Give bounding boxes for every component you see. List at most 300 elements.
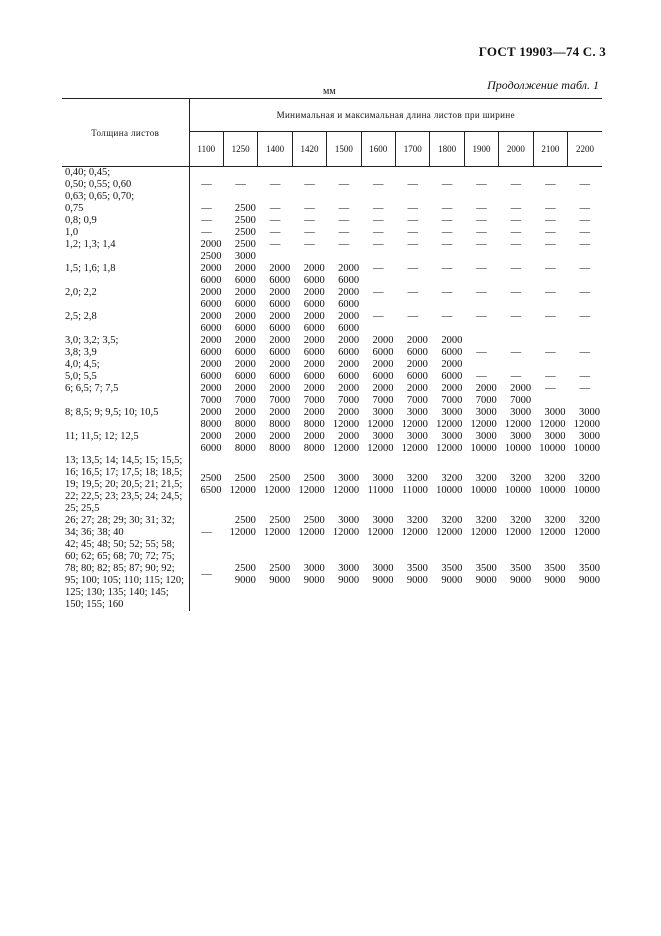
thickness-cell (62, 263, 189, 287)
length-cell (499, 515, 533, 539)
length-value: 2000 (372, 359, 394, 370)
length-value: 2000 (200, 383, 222, 394)
thickness-cell (62, 515, 189, 539)
length-value: 7000 (303, 395, 325, 406)
dash-value: — (545, 371, 556, 382)
thickness-line: 3,0; 3,2; 3,5; (65, 335, 119, 346)
thickness-cell (62, 455, 189, 515)
length-cell (430, 515, 464, 539)
length-cell (189, 431, 223, 455)
length-value: 2000 (406, 383, 428, 394)
length-value: 2000 (441, 383, 463, 394)
length-cell (499, 431, 533, 455)
unit-label: мм (323, 86, 336, 97)
empty-cell (361, 239, 395, 263)
length-value: 3000 (579, 407, 600, 418)
length-cell (223, 515, 257, 539)
thickness-line: 150; 155; 160 (65, 599, 124, 610)
length-value: 9000 (510, 575, 532, 586)
length-value: 2000 (234, 359, 256, 370)
dash-value: — (545, 179, 556, 190)
length-value: 3200 (406, 473, 428, 484)
length-value: 6000 (338, 347, 360, 358)
length-value: 2500 (234, 515, 256, 526)
dash-value: — (441, 287, 453, 298)
length-value: 6000 (234, 299, 256, 310)
empty-cell (430, 263, 464, 287)
empty-cell (189, 227, 223, 239)
length-cell (223, 215, 257, 227)
thickness-line: 11; 11,5; 12; 12,5 (65, 431, 139, 442)
length-value: 12000 (298, 485, 325, 496)
width-header-cell: 1100 (189, 132, 223, 167)
thickness-line: 78; 80; 82; 85; 87; 90; 92; (65, 563, 175, 574)
dash-value: — (373, 203, 384, 214)
length-value: 6000 (303, 323, 325, 334)
length-cell (464, 407, 498, 431)
length-value: 3000 (372, 431, 394, 442)
dash-value: — (510, 227, 522, 238)
dash-value: — (373, 263, 384, 274)
length-value: 3500 (544, 563, 566, 574)
length-cell (258, 263, 292, 287)
length-value: 12000 (504, 419, 532, 430)
dash-value: — (441, 311, 453, 322)
empty-cell (327, 215, 361, 227)
dash-value: — (269, 227, 281, 238)
empty-cell (499, 335, 533, 359)
width-header-cell: 1420 (292, 132, 326, 167)
length-cell (292, 407, 326, 431)
thickness-cell (62, 383, 189, 407)
length-value: 6000 (200, 371, 222, 382)
length-value: 3200 (510, 515, 532, 526)
length-cell (396, 383, 430, 407)
length-cell (533, 407, 567, 431)
thickness-line: 26; 27; 28; 29; 30; 31; 32; (65, 515, 175, 526)
length-value: 2000 (269, 407, 291, 418)
thickness-line: 0,40; 0,45; (65, 167, 111, 178)
length-value: 12000 (470, 419, 497, 430)
length-cell (499, 539, 533, 611)
table-row (62, 335, 602, 359)
length-value: 2000 (303, 359, 325, 370)
length-value: 3000 (338, 515, 360, 526)
thickness-cell (62, 227, 189, 239)
length-value: 8000 (303, 419, 325, 430)
length-value: 2000 (234, 311, 256, 322)
empty-cell (189, 191, 223, 215)
empty-cell (499, 227, 533, 239)
length-value: 3000 (372, 563, 394, 574)
length-value: 2500 (200, 473, 222, 484)
table-row (62, 359, 602, 383)
length-cell (292, 455, 326, 515)
length-cell (430, 539, 464, 611)
thickness-column-header: Толщина листов (62, 99, 189, 167)
length-value: 3000 (338, 563, 360, 574)
length-value: 12000 (504, 527, 532, 538)
length-cell (396, 407, 430, 431)
length-cell (430, 431, 464, 455)
table-row (62, 407, 602, 431)
dash-value: — (579, 347, 591, 358)
length-cell (533, 539, 567, 611)
length-value: 10000 (573, 485, 600, 496)
length-value: 2000 (234, 263, 256, 274)
dash-value: — (545, 263, 556, 274)
empty-cell (464, 227, 498, 239)
length-value: 7000 (338, 395, 360, 406)
table-row (62, 215, 602, 227)
length-value: 3200 (579, 515, 600, 526)
dash-value: — (338, 203, 350, 214)
length-value: 3500 (406, 563, 428, 574)
empty-cell (396, 263, 430, 287)
length-cell (292, 539, 326, 611)
dash-value: — (545, 215, 556, 226)
length-cell (189, 287, 223, 311)
empty-cell (189, 215, 223, 227)
empty-cell (327, 227, 361, 239)
thickness-line: 0,50; 0,55; 0,60 (65, 179, 132, 190)
length-value: 2500 (234, 239, 256, 250)
length-value: 2000 (510, 383, 532, 394)
length-value: 2000 (303, 431, 325, 442)
thickness-cell (62, 359, 189, 383)
dash-value: — (579, 311, 591, 322)
empty-cell (430, 191, 464, 215)
length-value: 6000 (269, 371, 291, 382)
thickness-line: 22; 22,5; 23; 23,5; 24; 24,5; (65, 491, 183, 502)
dash-value: — (579, 179, 591, 190)
thickness-line: 2,0; 2,2 (65, 287, 97, 298)
length-value: 6000 (372, 371, 394, 382)
length-value: 6000 (406, 347, 428, 358)
length-cell (396, 335, 430, 359)
length-cell (361, 431, 395, 455)
dash-value: — (476, 371, 487, 382)
length-value: 6000 (338, 275, 360, 286)
thickness-line: 125; 130; 135; 140; 145; (65, 587, 169, 598)
length-value: 2000 (269, 287, 291, 298)
length-cell (258, 407, 292, 431)
dash-value: — (441, 203, 453, 214)
length-value: 2500 (269, 515, 291, 526)
table-row (62, 515, 602, 539)
length-cell (396, 455, 430, 515)
empty-cell (361, 191, 395, 215)
length-value: 9000 (544, 575, 566, 586)
length-cell (223, 455, 257, 515)
length-value: 2500 (234, 203, 256, 214)
dash-value: — (476, 215, 487, 226)
dash-value: — (545, 239, 556, 250)
empty-cell (568, 215, 602, 227)
dash-value: — (407, 203, 418, 214)
length-value: 11000 (367, 485, 394, 496)
length-value: 10000 (504, 485, 532, 496)
length-cell (568, 455, 602, 515)
length-cell (361, 407, 395, 431)
length-cell (361, 335, 395, 359)
thickness-line: 0,75 (65, 203, 84, 214)
width-header-cell: 1600 (361, 132, 395, 167)
length-value: 12000 (401, 527, 428, 538)
length-cell (464, 431, 498, 455)
length-cell (292, 263, 326, 287)
thickness-line: 42; 45; 48; 50; 52; 55; 58; (65, 539, 175, 550)
length-value: 2500 (234, 215, 256, 226)
dash-value: — (304, 239, 315, 250)
thickness-line: 0,8; 0,9 (65, 215, 97, 226)
empty-cell (258, 215, 292, 227)
empty-cell (189, 515, 223, 539)
empty-cell (396, 227, 430, 239)
length-cell (361, 455, 395, 515)
dash-value: — (476, 347, 487, 358)
length-value: 3000 (579, 431, 600, 442)
dash-value: — (510, 239, 522, 250)
length-cell (292, 515, 326, 539)
length-cell (499, 455, 533, 515)
dash-value: — (407, 227, 418, 238)
empty-cell (396, 287, 430, 311)
length-cell (464, 539, 498, 611)
dash-value: — (338, 215, 350, 226)
empty-cell (396, 311, 430, 335)
empty-cell (292, 167, 326, 192)
empty-cell (361, 287, 395, 311)
length-cell (189, 407, 223, 431)
length-value: 2500 (303, 515, 325, 526)
thickness-cell (62, 539, 189, 611)
length-value: 12000 (332, 419, 360, 430)
dash-value: — (338, 239, 350, 250)
length-value: 2000 (338, 383, 360, 394)
width-header-cell: 1800 (430, 132, 464, 167)
length-value: 10000 (436, 485, 463, 496)
length-value: 7000 (441, 395, 463, 406)
thickness-cell (62, 311, 189, 335)
width-header-cell: 1500 (327, 132, 361, 167)
empty-cell (464, 191, 498, 215)
empty-cell (464, 167, 498, 192)
length-cell (223, 311, 257, 335)
dash-value: — (407, 311, 418, 322)
dash-value: — (407, 215, 418, 226)
thickness-line: 3,8; 3,9 (65, 347, 97, 358)
dash-value: — (441, 263, 453, 274)
dash-value: — (269, 239, 281, 250)
thickness-line: 1,0 (65, 227, 79, 238)
dash-value: — (201, 227, 212, 238)
length-cell (258, 335, 292, 359)
empty-cell (430, 287, 464, 311)
length-cell (396, 515, 430, 539)
empty-cell (533, 263, 567, 287)
empty-cell (258, 191, 292, 215)
dash-value: — (201, 527, 212, 538)
length-value: 3200 (510, 473, 532, 484)
length-value: 3000 (510, 431, 532, 442)
length-cell (327, 335, 361, 359)
length-value: 3000 (338, 473, 360, 484)
dash-value: — (373, 215, 384, 226)
length-cell (258, 383, 292, 407)
empty-cell (292, 191, 326, 215)
length-cell (396, 539, 430, 611)
dash-value: — (441, 179, 453, 190)
length-cell (396, 431, 430, 455)
dash-value: — (510, 347, 522, 358)
length-value: 6000 (200, 323, 222, 334)
length-value: 2000 (200, 287, 222, 298)
table-row (62, 227, 602, 239)
dash-value: — (510, 215, 522, 226)
table-row (62, 455, 602, 515)
empty-cell (361, 215, 395, 227)
empty-cell (430, 239, 464, 263)
length-cell (396, 359, 430, 383)
thickness-cell (62, 287, 189, 311)
empty-cell (361, 227, 395, 239)
empty-cell (533, 287, 567, 311)
dash-value: — (579, 287, 591, 298)
length-cell (361, 539, 395, 611)
length-value: 12000 (436, 419, 463, 430)
length-cell (292, 335, 326, 359)
length-value: 3000 (475, 407, 497, 418)
empty-cell (499, 215, 533, 227)
length-cell (189, 335, 223, 359)
length-cell (223, 239, 257, 263)
empty-cell (396, 215, 430, 227)
length-value: 3000 (441, 431, 463, 442)
length-value: 3000 (372, 407, 394, 418)
length-value: 2000 (269, 311, 291, 322)
width-header-cell: 2100 (533, 132, 567, 167)
length-value: 6000 (372, 347, 394, 358)
width-group-header: Минимальная и максимальная длина листов при ширине (189, 99, 602, 132)
dash-value: — (201, 569, 212, 580)
length-cell (327, 359, 361, 383)
length-value: 2500 (234, 227, 256, 238)
empty-cell (292, 227, 326, 239)
length-value: 12000 (229, 485, 256, 496)
empty-cell (327, 191, 361, 215)
length-value: 3000 (544, 407, 566, 418)
length-value: 3000 (234, 251, 256, 262)
length-value: 12000 (332, 443, 360, 454)
empty-cell (568, 167, 602, 192)
length-value: 2500 (200, 251, 222, 262)
dash-value: — (338, 227, 350, 238)
length-cell (430, 383, 464, 407)
length-value: 2000 (234, 407, 256, 418)
length-value: 2500 (234, 473, 256, 484)
empty-cell (533, 167, 567, 192)
empty-cell (430, 215, 464, 227)
dash-value: — (579, 227, 591, 238)
length-value: 3000 (303, 563, 325, 574)
length-value: 6000 (338, 371, 360, 382)
length-cell (327, 455, 361, 515)
length-value: 12000 (401, 419, 428, 430)
empty-cell (499, 263, 533, 287)
dash-value: — (545, 311, 556, 322)
length-value: 2000 (200, 239, 222, 250)
dash-value: — (579, 239, 591, 250)
length-cell (258, 515, 292, 539)
length-value: 2000 (338, 263, 360, 274)
dash-value: — (476, 239, 487, 250)
length-cell (327, 263, 361, 287)
thickness-line: 95; 100; 105; 110; 115; 120; (65, 575, 185, 586)
length-cell (189, 311, 223, 335)
length-value: 12000 (332, 527, 360, 538)
empty-cell (464, 287, 498, 311)
page-header: ГОСТ 19903—74 С. 3 (478, 44, 606, 59)
length-cell (361, 515, 395, 539)
length-value: 6000 (269, 299, 291, 310)
width-header-cell: 2000 (499, 132, 533, 167)
thickness-line: 4,0; 4,5; (65, 359, 100, 370)
length-value: 9000 (441, 575, 463, 586)
length-value: 2000 (200, 335, 222, 346)
length-cell (223, 287, 257, 311)
length-value: 6000 (303, 371, 325, 382)
length-cell (189, 455, 223, 515)
length-value: 2000 (441, 359, 463, 370)
empty-cell (499, 167, 533, 192)
empty-cell (223, 167, 257, 192)
length-value: 3200 (579, 473, 600, 484)
length-value: 2500 (269, 473, 291, 484)
thickness-line: 13; 13,5; 14; 14,5; 15; 15,5; (65, 455, 183, 466)
length-value: 12000 (539, 419, 566, 430)
length-value: 2000 (338, 359, 360, 370)
length-value: 9000 (579, 575, 600, 586)
length-value: 6000 (269, 275, 291, 286)
length-value: 2000 (303, 383, 325, 394)
length-cell (464, 383, 498, 407)
length-value: 3500 (475, 563, 497, 574)
length-value: 2000 (338, 407, 360, 418)
dash-value: — (338, 179, 350, 190)
length-value: 3000 (406, 431, 428, 442)
empty-cell (189, 167, 223, 192)
length-value: 2000 (269, 431, 291, 442)
length-value: 8000 (269, 443, 291, 454)
length-value: 10000 (470, 443, 497, 454)
length-cell (430, 335, 464, 359)
length-value: 12000 (436, 443, 463, 454)
length-value: 2000 (338, 311, 360, 322)
empty-cell (396, 239, 430, 263)
length-value: 2000 (338, 431, 360, 442)
dash-value: — (373, 287, 384, 298)
length-cell (189, 263, 223, 287)
thickness-line: 1,5; 1,6; 1,8 (65, 263, 116, 274)
length-value: 2000 (372, 383, 394, 394)
table-row (62, 539, 602, 611)
length-cell (327, 407, 361, 431)
table-row (62, 287, 602, 311)
table-row (62, 239, 602, 263)
length-cell (258, 359, 292, 383)
width-header-cell: 1700 (396, 132, 430, 167)
